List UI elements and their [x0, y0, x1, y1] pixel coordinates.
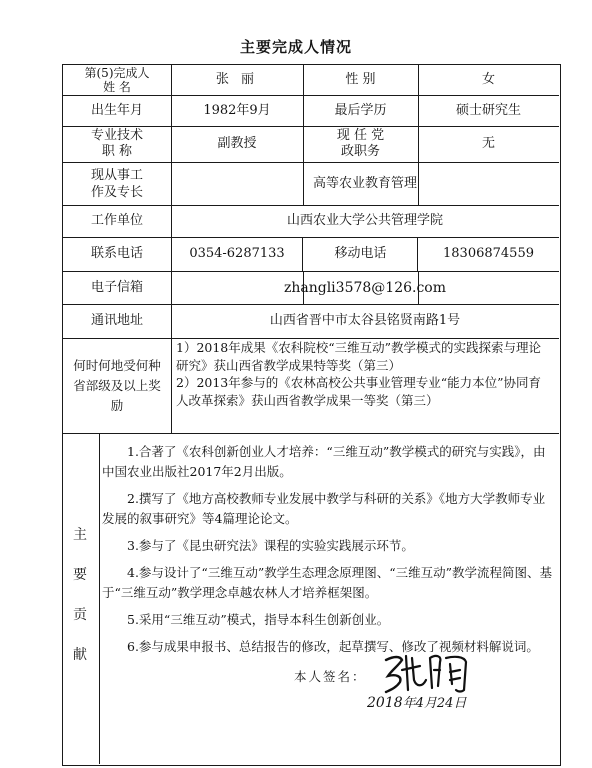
rank-label: 第(5)完成人 姓 名 — [84, 66, 150, 94]
signature-date: 2018年4月24日 — [367, 695, 467, 711]
birth-label: 出生年月 — [90, 102, 143, 118]
name-value: 张 丽 — [215, 72, 259, 87]
contribution-item: 1.合著了《农科创新创业人才培养：“三维互动”教学模式的研究与实践》，由中国农业出版社2017年2月出版。 — [102, 444, 546, 479]
contribution-item: 3.参与了《昆虫研究法》课程的实验实践展示环节。 — [127, 538, 414, 553]
contributions-list — [102, 442, 556, 664]
mobile-value: 18306874559 — [443, 246, 534, 261]
phone-value: 0354-6287133 — [189, 246, 285, 261]
contributions-label: 主 要 贡 献 — [73, 527, 87, 663]
contribution-item: 5.采用“三维互动”模式，指导本科生创新创业。 — [127, 612, 390, 627]
award-item: 2）2013年参与的《农林高校公共事业管理专业“能力本位”协同育人改革探索》获山西省教学成果一等奖（第三） — [176, 375, 542, 408]
col-divider — [99, 433, 100, 764]
award-item: 1）2018年成果《农科院校“三维互动”教学模式的实践探索与理论研究》获山西省教学成果特等奖（第三） — [176, 340, 542, 373]
birth-value: 1982年9月 — [203, 102, 271, 118]
email-value: zhangli3578@126.com — [283, 279, 447, 296]
page-title: 主要完成人情况 — [239, 38, 352, 56]
specialty-value: 高等农业教育管理 — [312, 175, 417, 191]
col-divider — [302, 237, 303, 271]
contribution-item: 6.参与成果申报书、总结报告的修改，起草撰写、修改了视频材料解说词。 — [127, 639, 539, 654]
phone-label: 联系电话 — [90, 246, 143, 261]
degree-value: 硕士研究生 — [455, 102, 521, 118]
contribution-item: 4.参与设计了“三维互动”教学生态理念原理图、“三维互动”教学流程简图、基于“三维互动”教学理念卓越农林人才培养框架图。 — [102, 565, 552, 600]
workplace-label: 工作单位 — [90, 213, 143, 228]
gender-label: 性 别 — [345, 72, 376, 87]
address-label: 通讯地址 — [90, 313, 143, 328]
col-divider — [417, 237, 418, 271]
specialty-label: 现从事工 作及专长 — [90, 167, 143, 200]
workplace-value: 山西农业大学公共管理学院 — [286, 213, 443, 228]
party-position-label: 现 任 党 政职务 — [336, 128, 385, 159]
title-value: 副教授 — [217, 136, 257, 151]
handwritten-signature — [380, 650, 476, 694]
degree-label: 最后学历 — [334, 102, 387, 118]
address-value: 山西省晋中市太谷县铭贤南路1号 — [269, 313, 461, 328]
awards-list — [172, 338, 557, 444]
party-position-value: 无 — [481, 136, 495, 151]
signature-label: 本人签名： — [294, 669, 367, 684]
title-label: 专业技术 职 称 — [90, 128, 143, 159]
awards-label: 何时何地受何种省部级及以上奖励 — [73, 357, 161, 413]
contribution-item: 2.撰写了《地方高校教师专业发展中教学与科研的关系》《地方大学教师专业发展的叙事研究》等4篇理论论文。 — [102, 491, 546, 526]
gender-value: 女 — [481, 72, 495, 87]
email-label: 电子信箱 — [90, 279, 143, 295]
mobile-label: 移动电话 — [334, 246, 387, 261]
